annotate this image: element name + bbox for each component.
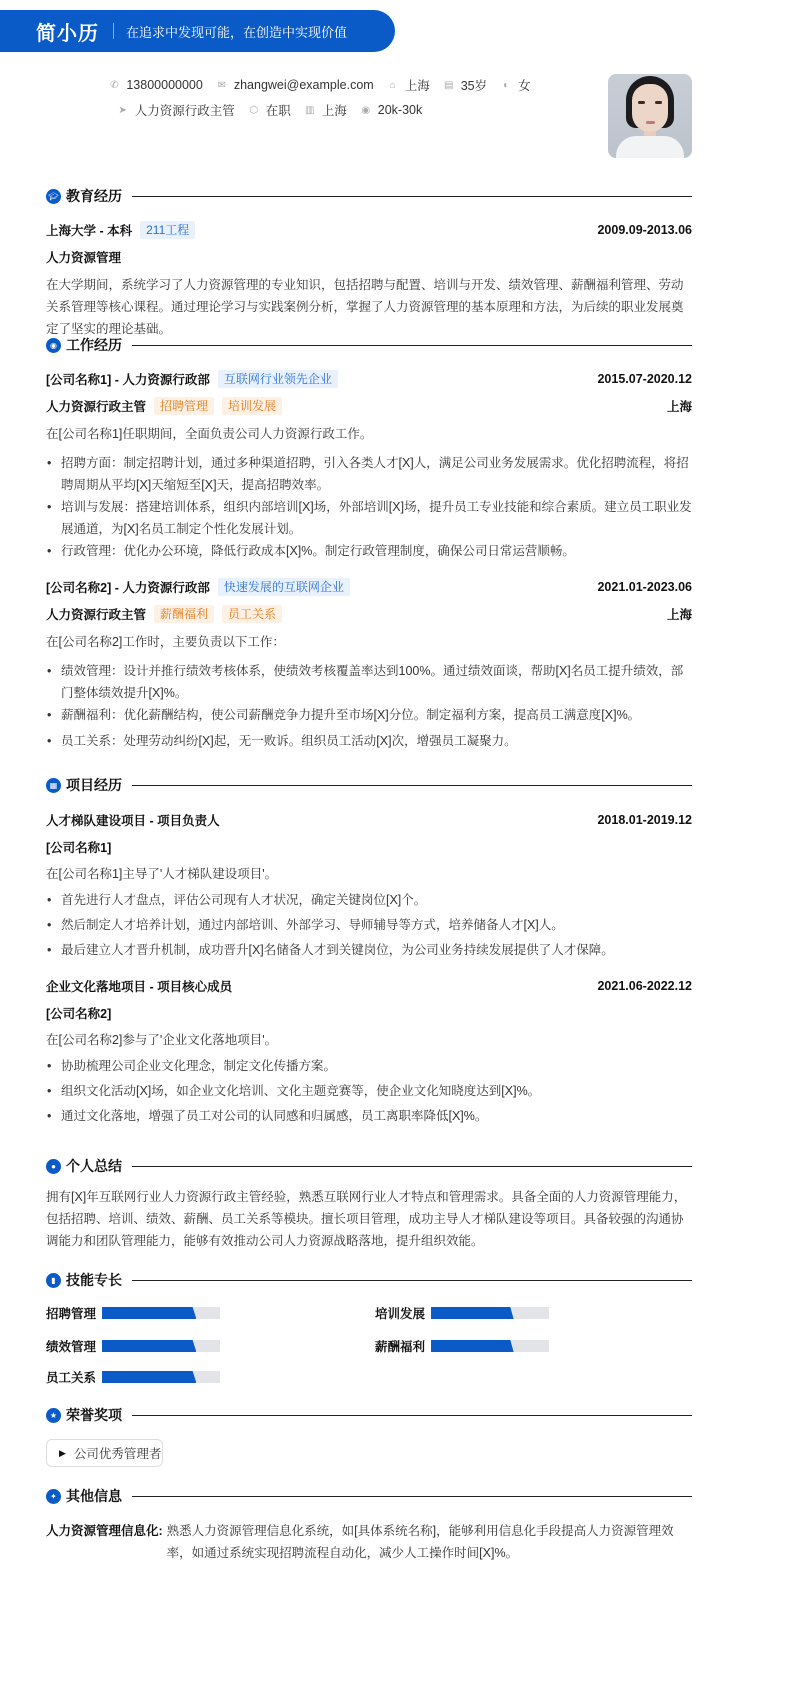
project-date: 2018.01-2019.12 bbox=[597, 813, 692, 827]
work-intro: 在[公司名称2]工作时，主要负责以下工作： bbox=[46, 635, 285, 649]
company-tag: 互联网行业领先企业 bbox=[218, 370, 338, 388]
email-value: zhangwei@example.com bbox=[233, 78, 374, 92]
section-divider bbox=[132, 196, 692, 197]
skill-name: 招聘管理 bbox=[46, 1307, 97, 1321]
phone-icon: ✆ bbox=[110, 79, 119, 91]
project-bullet: • 然后制定人才培养计划，通过内部培训、外部学习、导师辅导等方式，培养储备人才[X]人。 bbox=[46, 914, 692, 936]
position-item bbox=[118, 101, 235, 119]
summary-text: 拥有[X]年互联网行业人力资源行政主管经验，熟悉互联网行业人才特点和管理需求。具备全面的人力资源管理能力，包括招聘、培训、绩效、薪酬、员工关系等模块。擅长项目管理，成功主导人才梯队建设等项目。具备较强的沟通协调能力和团队管理能力，能够有效推动公司人力资源战略落地，提升组织效能。 bbox=[46, 1190, 687, 1248]
section-divider bbox=[132, 1166, 692, 1167]
email-item bbox=[217, 78, 374, 92]
target-city-value: 上海 bbox=[321, 104, 347, 118]
skill-bar bbox=[431, 1340, 549, 1352]
divider bbox=[113, 23, 114, 39]
calendar-icon: ▤ bbox=[443, 79, 454, 91]
project-intro: 在[公司名称1]主导了'人才梯队建设项目'。 bbox=[46, 867, 278, 881]
work-bullet: • 培训与发展：搭建培训体系，组织内部培训[X]场，外部培训[X]场，提升员工专业技能和综合素质。建立员工职业发展通道，为[X]名员工制定个性化发展计划。 bbox=[46, 496, 692, 540]
medal-icon: ★ bbox=[46, 1408, 61, 1423]
project-date: 2021.06-2022.12 bbox=[597, 979, 692, 993]
phone-item bbox=[109, 78, 202, 92]
section-title: 其他信息 bbox=[66, 1488, 122, 1504]
section-title: 荣誉奖项 bbox=[66, 1407, 122, 1423]
skill-item bbox=[46, 1337, 220, 1355]
other-info-row bbox=[46, 1520, 692, 1564]
position: 人力资源行政主管 bbox=[46, 608, 147, 622]
age-item bbox=[444, 76, 487, 94]
project-name: 人才梯队建设项目 - 项目负责人 bbox=[46, 814, 220, 828]
slogan: 在追求中发现可能，在创造中实现价值 bbox=[126, 24, 348, 40]
project-bullet: • 最后建立人才晋升机制，成功晋升[X]名储备人才到关键岗位，为公司业务持续发展提供了人才保障。 bbox=[46, 939, 692, 961]
info-icon: ✦ bbox=[46, 1489, 61, 1504]
work-section-header bbox=[46, 335, 692, 355]
location-item bbox=[388, 76, 430, 94]
education-date: 2009.09-2013.06 bbox=[597, 223, 692, 237]
triangle-right-icon: ▶ bbox=[59, 1447, 66, 1458]
project-bullet: • 组织文化活动[X]场，如企业文化培训、文化主题竞赛等，使企业文化知晓度达到[X]%。 bbox=[46, 1080, 692, 1102]
position-value: 人力资源行政主管 bbox=[134, 104, 235, 118]
project-intro: 在[公司名称2]参与了'企业文化落地项目'。 bbox=[46, 1033, 278, 1047]
skill-bar-fill bbox=[431, 1307, 514, 1319]
skill-item bbox=[375, 1337, 549, 1355]
project-company: [公司名称2] bbox=[46, 1007, 112, 1021]
section-title: 技能专长 bbox=[66, 1272, 122, 1288]
section-divider bbox=[132, 1280, 692, 1281]
avatar-photo bbox=[608, 74, 692, 158]
work-position-row bbox=[46, 397, 692, 415]
project-bullet: • 首先进行人才盘点，评估公司现有人才状况，确定关键岗位[X]个。 bbox=[46, 889, 692, 911]
header-banner bbox=[0, 10, 395, 52]
skill-tag: 培训发展 bbox=[222, 397, 282, 415]
section-title: 教育经历 bbox=[66, 188, 122, 204]
section-divider bbox=[132, 1496, 692, 1497]
phone-value: 13800000000 bbox=[126, 78, 203, 92]
gender-item bbox=[501, 76, 531, 94]
work-bullet: • 薪酬福利：优化薪酬结构，使公司薪酬竞争力提升至市场[X]分位。制定福利方案，提高员工满意度[X]%。 bbox=[46, 704, 692, 726]
award-item bbox=[46, 1439, 163, 1467]
skill-item bbox=[46, 1368, 220, 1386]
skill-bar-fill bbox=[102, 1340, 196, 1352]
gender-value: 女 bbox=[518, 79, 531, 93]
skill-bar bbox=[431, 1307, 549, 1319]
education-section-header bbox=[46, 186, 692, 206]
grid-icon: ▦ bbox=[46, 778, 61, 793]
work-city: 上海 bbox=[666, 608, 692, 622]
skill-bar bbox=[102, 1340, 220, 1352]
company-tag: 快速发展的互联网企业 bbox=[218, 578, 350, 596]
age-value: 35岁 bbox=[460, 79, 488, 93]
section-title: 个人总结 bbox=[66, 1158, 122, 1174]
project-bullet: • 通过文化落地，增强了员工对公司的认同感和归属感，员工离职率降低[X]%。 bbox=[46, 1105, 692, 1127]
gender-icon: ◐ bbox=[503, 79, 510, 91]
skill-tag: 薪酬福利 bbox=[154, 605, 214, 623]
work-date: 2015.07-2020.12 bbox=[597, 372, 692, 386]
briefcase-icon: ◉ bbox=[46, 338, 61, 353]
education-row bbox=[46, 221, 692, 239]
status-item bbox=[249, 101, 291, 119]
target-city-item bbox=[305, 101, 347, 119]
skill-bar-fill bbox=[431, 1340, 514, 1352]
work-date: 2021.01-2023.06 bbox=[597, 580, 692, 594]
skill-tag: 员工关系 bbox=[222, 605, 282, 623]
work-bullet: • 绩效管理：设计并推行绩效考核体系，使绩效考核覆盖率达到100%。通过绩效面谈，帮助[X]名员工提升绩效，部门整体绩效提升[X]%。 bbox=[46, 660, 692, 704]
project-row bbox=[46, 977, 692, 995]
major: 人力资源管理 bbox=[46, 251, 122, 265]
work-bullet: • 员工关系：处理劳动纠纷[X]起，无一败诉。组织员工活动[X]次，增强员工凝聚力。 bbox=[46, 730, 692, 752]
project-name: 企业文化落地项目 - 项目核心成员 bbox=[46, 980, 233, 994]
skill-item bbox=[375, 1304, 549, 1322]
skill-name: 培训发展 bbox=[375, 1307, 426, 1321]
contact-row bbox=[40, 76, 600, 94]
skill-bar-fill bbox=[102, 1371, 196, 1383]
bar-chart-icon: ▮ bbox=[46, 1273, 61, 1288]
salary-item bbox=[361, 103, 422, 117]
school-tag: 211工程 bbox=[140, 221, 195, 239]
company-name: [公司名称2] - 人力资源行政部 bbox=[46, 581, 210, 595]
other-section-header bbox=[46, 1486, 692, 1506]
skill-bar bbox=[102, 1307, 220, 1319]
graduation-cap-icon: 🎓︎ bbox=[46, 189, 61, 204]
section-title: 项目经历 bbox=[66, 777, 122, 793]
work-bullet: • 招聘方面：制定招聘计划，通过多种渠道招聘，引入各类人才[X]人，满足公司业务发展需求。优化招聘流程，将招聘周期从平均[X]天缩短至[X]天，提高招聘效率。 bbox=[46, 452, 692, 496]
summary-section-header bbox=[46, 1156, 692, 1176]
project-bullet: • 协助梳理公司企业文化理念，制定文化传播方案。 bbox=[46, 1055, 692, 1077]
awards-section-header bbox=[46, 1405, 692, 1425]
section-divider bbox=[132, 785, 692, 786]
award-label: 公司优秀管理者 bbox=[73, 1447, 162, 1461]
work-city: 上海 bbox=[666, 400, 692, 414]
school-name: 上海大学 - 本科 bbox=[46, 224, 133, 238]
section-divider bbox=[132, 1415, 692, 1416]
skill-tag: 招聘管理 bbox=[154, 397, 214, 415]
location-value: 上海 bbox=[404, 79, 430, 93]
skill-name: 员工关系 bbox=[46, 1371, 97, 1385]
work-bullet: • 行政管理：优化办公环境，降低行政成本[X]%。制定行政管理制度，确保公司日常运营顺畅。 bbox=[46, 540, 692, 562]
brand-logo: 简小历 bbox=[36, 22, 99, 45]
work-intro: 在[公司名称1]任职期间，全面负责公司人力资源行政工作。 bbox=[46, 427, 373, 441]
building-icon: ▥ bbox=[305, 104, 315, 116]
user-icon: ● bbox=[46, 1159, 61, 1174]
work-company-row bbox=[46, 370, 692, 388]
salary-icon: ◉ bbox=[361, 104, 371, 116]
status-icon: ⬡ bbox=[249, 104, 259, 116]
other-info-value: 熟悉人力资源管理信息化系统，如[具体系统名称]，能够利用信息化手段提高人力资源管理效率，如通过系统实现招聘流程自动化，减少人工操作时间[X]%。 bbox=[166, 1524, 674, 1560]
company-name: [公司名称1] - 人力资源行政部 bbox=[46, 373, 210, 387]
skills-section-header bbox=[46, 1270, 692, 1290]
skill-name: 绩效管理 bbox=[46, 1340, 97, 1354]
skill-name: 薪酬福利 bbox=[375, 1340, 426, 1354]
skill-item bbox=[46, 1304, 220, 1322]
skill-bar-fill bbox=[102, 1307, 196, 1319]
major-row bbox=[46, 248, 692, 266]
other-info-label: 人力资源管理信息化: bbox=[46, 1524, 163, 1538]
position: 人力资源行政主管 bbox=[46, 400, 147, 414]
status-value: 在职 bbox=[265, 104, 291, 118]
job-intent-row bbox=[40, 101, 500, 119]
project-company: [公司名称1] bbox=[46, 841, 112, 855]
work-position-row bbox=[46, 605, 692, 623]
project-company-row bbox=[46, 1004, 692, 1022]
mail-icon: ✉ bbox=[217, 79, 227, 91]
work-company-row bbox=[46, 578, 692, 596]
salary-value: 20k-30k bbox=[377, 103, 423, 117]
project-company-row bbox=[46, 838, 692, 856]
skill-bar bbox=[102, 1371, 220, 1383]
section-divider bbox=[132, 345, 692, 346]
project-row bbox=[46, 811, 692, 829]
home-icon: ⌂ bbox=[389, 79, 396, 91]
section-title: 工作经历 bbox=[66, 337, 122, 353]
send-icon: ➤ bbox=[118, 104, 127, 116]
projects-section-header bbox=[46, 775, 692, 795]
education-desc: 在大学期间，系统学习了人力资源管理的专业知识，包括招聘与配置、培训与开发、绩效管理、薪酬福利管理、劳动关系管理等核心课程。通过理论学习与实践案例分析，掌握了人力资源管理的基本原理和方法，为后续的职业发展奠定了坚实的理论基础。 bbox=[46, 278, 684, 336]
